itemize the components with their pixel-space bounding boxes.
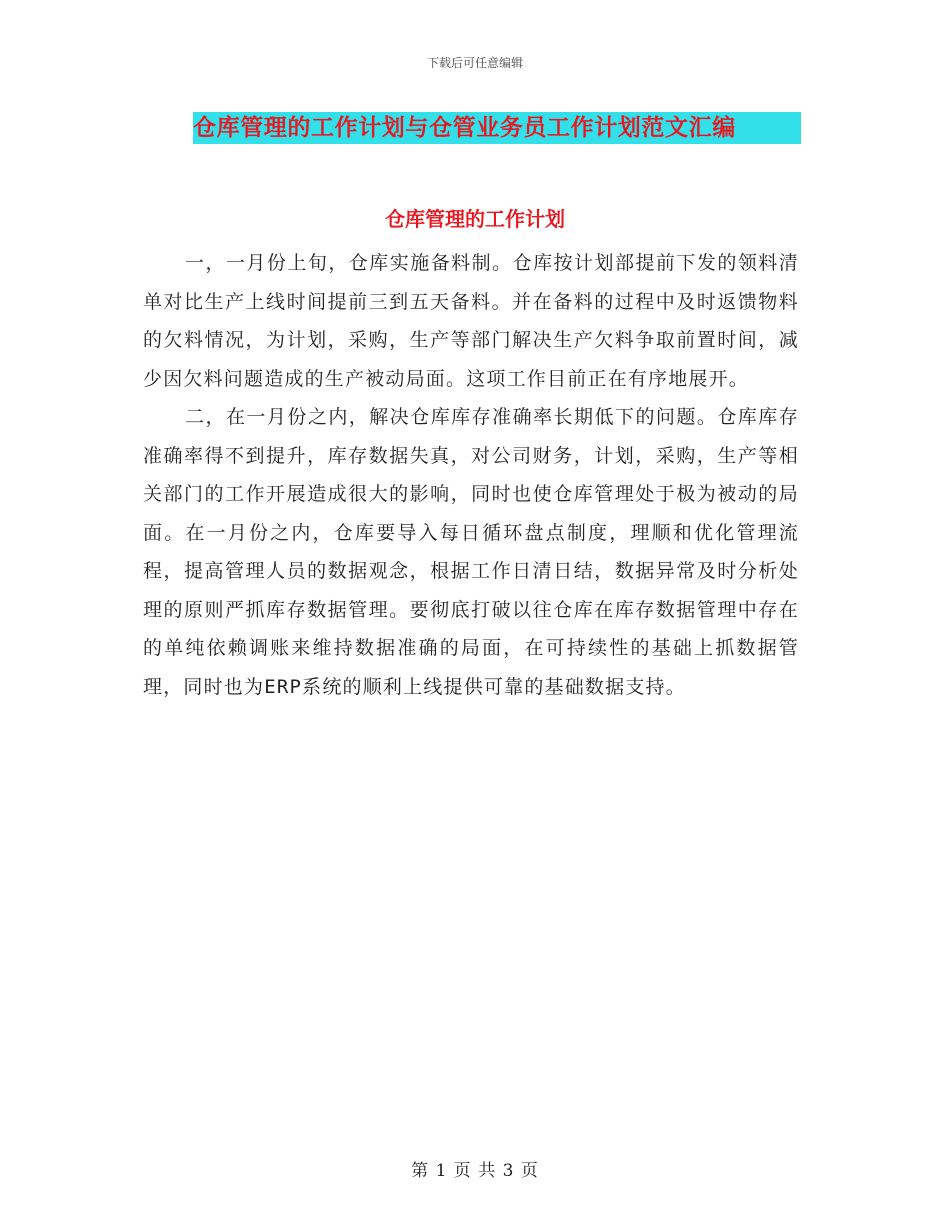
document-title: 仓库管理的工作计划与仓管业务员工作计划范文汇编 [193,112,801,144]
header-note: 下载后可任意编辑 [426,56,523,70]
paragraph-2: 二，在一月份之内，解决仓库库存准确率长期低下的问题。仓库库存准确率得不到提升，库存数据失真，对公司财务，计划，采购，生产等相关部门的工作开展造成很大的影响，同时也使仓库管理处于极为被动的局面。在一月份之内，仓库要导入每日循环盘点制度，理顺和优化管理流程，提高管理人员的数据观念，根据工作日清日结，数据异常及时分析处理的原则严抓库存数据管理。要彻底打破以往仓库在库存数据管理中存在的单纯依赖调账来维持数据准确的局面，在可持续性的基础上抓数据管理，同时也为ERP系统的顺利上线提供可靠的基础数据支持。 [143,406,799,698]
section-title: 仓库管理的工作计划 [385,207,565,231]
paragraph-1: 一，一月份上旬，仓库实施备料制。仓库按计划部提前下发的领料清单对比生产上线时间提前三到五天备料。并在备料的过程中及时返馈物料的欠料情况，为计划，采购，生产等部门解决生产欠料争取前置时间，减少因欠料问题造成的生产被动局面。这项工作目前正在有序地展开。 [143,252,799,390]
document-body [143,244,799,706]
page-footer: 第 1 页 共 3 页 [411,1161,539,1181]
